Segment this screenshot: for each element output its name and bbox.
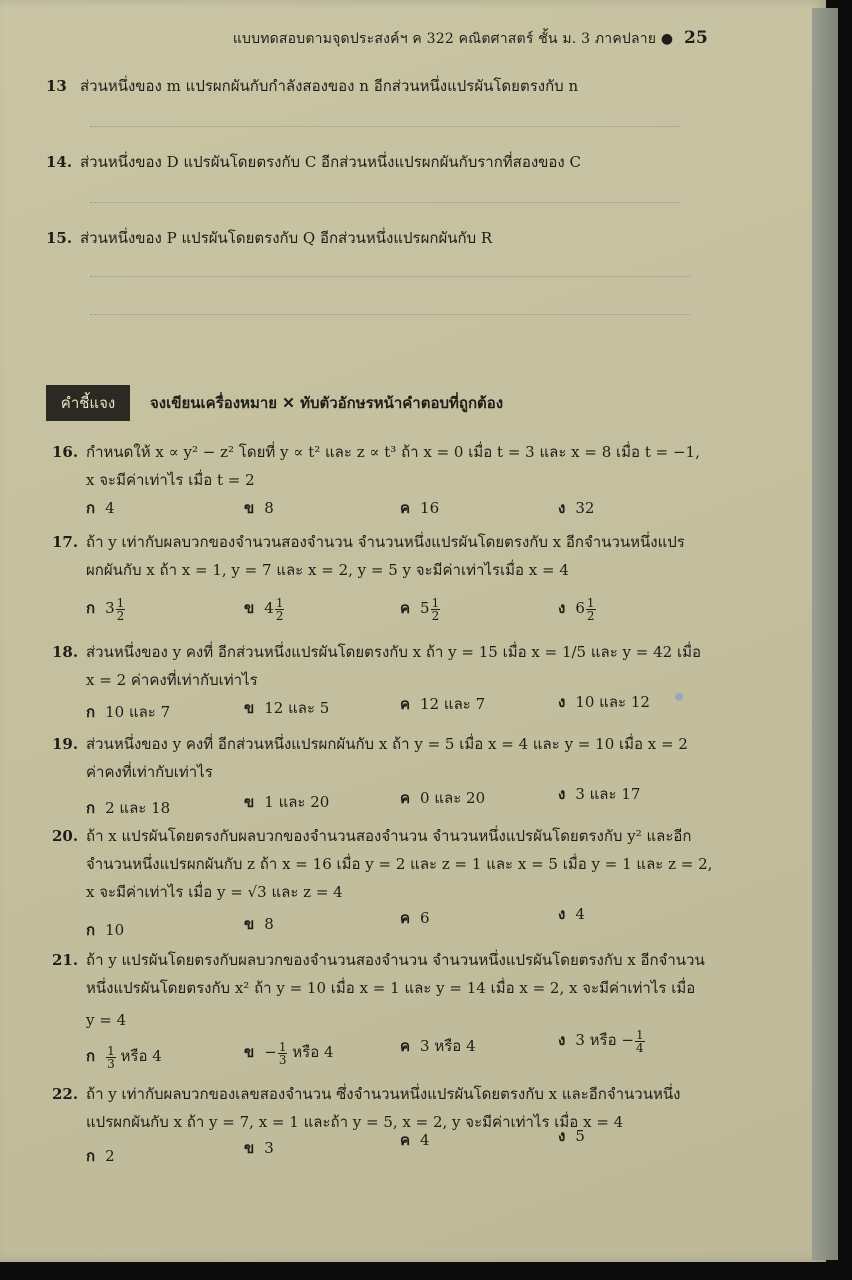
option-c[interactable]: ค 0 และ 20: [400, 789, 486, 807]
option-d[interactable]: ง 3 หรือ − $\frac{1}{4}$: [558, 1027, 644, 1055]
question-number: 19.: [52, 735, 79, 753]
option-b[interactable]: ข 1 และ 20: [244, 793, 330, 811]
question-line: ถ้า y เท่ากับผลบวกของเลขสองจำนวน ซึ่งจำนวนหนึ่งแปรผันโดยตรงกับ x และอีกจำนวนหนึ่ง: [86, 1085, 681, 1103]
instruction-text: จงเขียนเครื่องหมาย ✕ ทับตัวอักษรหน้าคำตอบที่ถูกต้อง: [150, 394, 504, 412]
question-line: ส่วนหนึ่งของ y คงที่ อีกส่วนหนึ่งแปรผกผันกับ x ถ้า y = 5 เมื่อ x = 4 และ y = 10 เมื่อ x = 2: [86, 735, 688, 753]
option-b[interactable]: ข 3: [244, 1139, 274, 1157]
page-edge: [812, 8, 838, 1260]
question-number: 18.: [52, 643, 79, 661]
page-header: [233, 28, 708, 50]
option-d[interactable]: ง 10 และ 12: [558, 693, 650, 711]
option-c[interactable]: ค 12 และ 7: [400, 695, 486, 713]
answer-line: [90, 202, 680, 203]
question-line: ถ้า y เท่ากับผลบวกของจำนวนสองจำนวน จำนวนหนึ่งแปรผันโดยตรงกับ x อีกจำนวนหนึ่งแปร: [86, 533, 685, 551]
question-line: จำนวนหนึ่งแปรผกผันกับ z ถ้า x = 16 เมื่อ y = 2 และ z = 1 และ x = 5 เมื่อ y = 1 และ z = 2,: [86, 855, 713, 873]
question-line: ส่วนหนึ่งของ y คงที่ อีกส่วนหนึ่งแปรผันโดยตรงกับ x ถ้า y = 15 เมื่อ x = 1/5 และ y = 42 เมื่อ: [86, 643, 702, 661]
option-c[interactable]: ค 4: [400, 1131, 430, 1149]
header-text: แบบทดสอบตามจุดประสงค์ฯ ค 322 คณิตศาสตร์ ชั้น ม. 3 ภาคปลาย ●: [232, 31, 674, 47]
option-a[interactable]: ก 10: [86, 921, 125, 939]
answer-line: [90, 276, 690, 277]
option-b[interactable]: ข 4 $\frac{1}{2}$: [244, 595, 284, 623]
option-a[interactable]: ก $\frac{1}{3}$ หรือ 4: [86, 1043, 162, 1071]
question-line: ค่าคงที่เท่ากับเท่าไร: [86, 763, 213, 781]
question-number: 22.: [52, 1085, 79, 1103]
option-a[interactable]: ก 3 $\frac{1}{2}$: [86, 595, 125, 623]
question-number: 17.: [52, 533, 79, 551]
question-line: หนึ่งแปรผันโดยตรงกับ x² ถ้า y = 10 เมื่อ x = 1 และ y = 14 เมื่อ x = 2, x จะมีค่าเท่าไร เมื่อ: [86, 979, 696, 997]
option-b[interactable]: ข 12 และ 5: [244, 699, 330, 717]
option-d[interactable]: ง 6 $\frac{1}{2}$: [558, 595, 595, 623]
page-number: 25: [683, 28, 708, 48]
instruction-label: คำชี้แจง: [46, 385, 130, 421]
question-number: 20.: [52, 827, 79, 845]
question-line: x = 2 ค่าคงที่เท่ากับเท่าไร: [86, 671, 258, 689]
ink-dot: [675, 693, 683, 701]
option-d[interactable]: ง 5: [558, 1127, 585, 1145]
question-number: 16.: [52, 443, 79, 461]
question-line: x จะมีค่าเท่าไร เมื่อ t = 2: [86, 471, 255, 489]
question-line: ถ้า x แปรผันโดยตรงกับผลบวกของจำนวนสองจำนวน จำนวนหนึ่งแปรผันโดยตรงกับ y² และอีก: [86, 827, 692, 845]
question-line: x จะมีค่าเท่าไร เมื่อ y = √3 และ z = 4: [86, 883, 343, 901]
option-a[interactable]: ก 2: [86, 1147, 115, 1165]
option-c[interactable]: ค 16: [400, 499, 440, 517]
option-b[interactable]: ข 8: [244, 915, 274, 933]
option-d[interactable]: ง 32: [558, 499, 595, 517]
question-text: ส่วนหนึ่งของ m แปรผกผันกับกำลังสองของ n อีกส่วนหนึ่งแปรผันโดยตรงกับ n: [80, 77, 579, 95]
question-number: 15.: [46, 229, 73, 247]
option-c[interactable]: ค 5 $\frac{1}{2}$: [400, 595, 440, 623]
question-text: ส่วนหนึ่งของ D แปรผันโดยตรงกับ C อีกส่วนหนึ่งแปรผกผันกับรากที่สองของ C: [80, 153, 581, 171]
answer-line: [90, 314, 690, 315]
option-d[interactable]: ง 4: [558, 905, 585, 923]
question-line: ถ้า y แปรผันโดยตรงกับผลบวกของจำนวนสองจำนวน จำนวนหนึ่งแปรผันโดยตรงกับ x อีกจำนวน: [86, 951, 705, 969]
option-c[interactable]: ค 3 หรือ 4: [400, 1037, 476, 1055]
option-a[interactable]: ก 2 และ 18: [86, 799, 171, 817]
answer-line: [90, 126, 680, 127]
question-line: แปรผกผันกับ x ถ้า y = 7, x = 1 และถ้า y = 5, x = 2, y จะมีค่าเท่าไร เมื่อ x = 4: [86, 1113, 624, 1131]
question-line: y = 4: [86, 1011, 127, 1029]
option-b[interactable]: ข − $\frac{1}{3}$ หรือ 4: [244, 1039, 334, 1067]
question-number: 14.: [46, 153, 73, 171]
question-line: ผกผันกับ x ถ้า x = 1, y = 7 และ x = 2, y = 5 y จะมีค่าเท่าไรเมื่อ x = 4: [86, 561, 569, 579]
option-d[interactable]: ง 3 และ 17: [558, 785, 641, 803]
option-a[interactable]: ก 10 และ 7: [86, 703, 171, 721]
option-b[interactable]: ข 8: [244, 499, 274, 517]
question-number: 21.: [52, 951, 79, 969]
question-number: 13: [46, 77, 67, 95]
option-a[interactable]: ก 4: [86, 499, 115, 517]
option-c[interactable]: ค 6: [400, 909, 430, 927]
question-text: ส่วนหนึ่งของ P แปรผันโดยตรงกับ Q อีกส่วนหนึ่งแปรผกผันกับ R: [80, 229, 493, 247]
question-line: กำหนดให้ x ∝ y² − z² โดยที่ y ∝ t² และ z ∝ t³ ถ้า x = 0 เมื่อ t = 3 และ x = 8 เมื่อ t = −1,: [86, 443, 700, 461]
